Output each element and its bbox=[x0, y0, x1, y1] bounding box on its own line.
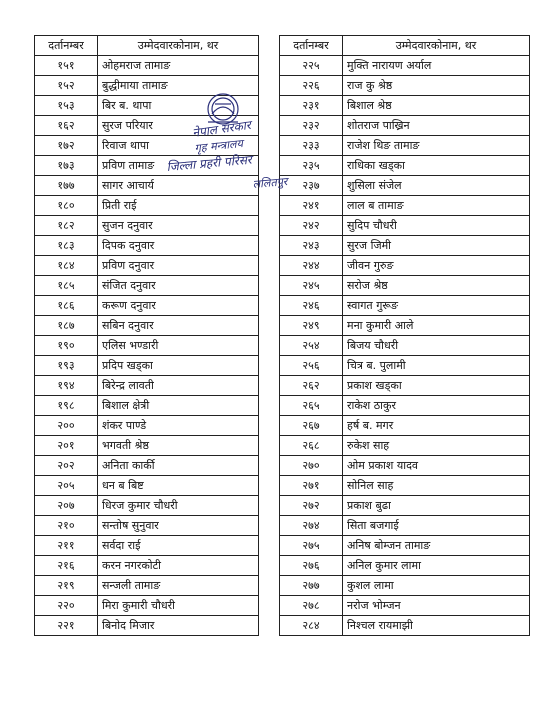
candidate-name: नरोज भोम्जन bbox=[343, 596, 530, 616]
stamp-text-line3: जिल्ला प्रहरी परिसर bbox=[166, 152, 253, 174]
official-stamp bbox=[165, 92, 345, 192]
registration-number: २४१ bbox=[280, 196, 343, 216]
table-row bbox=[280, 516, 530, 536]
candidate-name: प्रदिप खड्का bbox=[98, 356, 259, 376]
table-row bbox=[280, 356, 530, 376]
table-row bbox=[280, 56, 530, 76]
registration-number: २३१ bbox=[280, 96, 343, 116]
candidate-name: मना कुमारी आले bbox=[343, 316, 530, 336]
registration-number: २०० bbox=[35, 416, 98, 436]
registration-number: २७४ bbox=[280, 516, 343, 536]
registration-number: २४९ bbox=[280, 316, 343, 336]
candidate-name: सबिन दनुवार bbox=[98, 316, 259, 336]
table-row bbox=[280, 436, 530, 456]
registration-number: २३३ bbox=[280, 136, 343, 156]
table-row bbox=[35, 516, 259, 536]
candidate-name: बिनोद मिजार bbox=[98, 616, 259, 636]
table-row bbox=[35, 616, 259, 636]
registration-number: २३५ bbox=[280, 156, 343, 176]
candidate-name: सुजन दनुवार bbox=[98, 216, 259, 236]
candidate-name: प्रविण दनुवार bbox=[98, 256, 259, 276]
table-row bbox=[280, 536, 530, 556]
candidate-name: सोनिल साह bbox=[343, 476, 530, 496]
registration-number: २८४ bbox=[280, 616, 343, 636]
table-row bbox=[280, 196, 530, 216]
registration-number: १७३ bbox=[35, 156, 98, 176]
candidate-name: बिरेन्द्र लावती bbox=[98, 376, 259, 396]
stamp-text-line4: ललितपुर bbox=[252, 175, 288, 191]
table-row bbox=[35, 256, 259, 276]
table-row bbox=[35, 456, 259, 476]
table-row bbox=[35, 536, 259, 556]
table-row bbox=[280, 456, 530, 476]
registration-number: १५१ bbox=[35, 56, 98, 76]
candidate-name: प्रविण तामाङ bbox=[98, 156, 259, 176]
registration-number: २३७ bbox=[280, 176, 343, 196]
candidate-name: भगवती श्रेष्ठ bbox=[98, 436, 259, 456]
candidate-name: राज कु श्रेष्ठ bbox=[343, 76, 530, 96]
candidate-name: प्रिती राई bbox=[98, 196, 259, 216]
table-row bbox=[280, 276, 530, 296]
table-row bbox=[35, 416, 259, 436]
registration-number: १७७ bbox=[35, 176, 98, 196]
table-row bbox=[280, 236, 530, 256]
registration-number: २७५ bbox=[280, 536, 343, 556]
registration-number: २७२ bbox=[280, 496, 343, 516]
registration-number: २६२ bbox=[280, 376, 343, 396]
registration-number: २४६ bbox=[280, 296, 343, 316]
candidate-name: ओहमराज तामाङ bbox=[98, 56, 259, 76]
table-row bbox=[280, 216, 530, 236]
registration-number: २६५ bbox=[280, 396, 343, 416]
table-row bbox=[280, 396, 530, 416]
candidate-name: सिता बजगाई bbox=[343, 516, 530, 536]
header-registration-number: दर्तानम्बर bbox=[35, 36, 98, 56]
registration-number: २५४ bbox=[280, 336, 343, 356]
table-row bbox=[35, 496, 259, 516]
candidate-name: ओम प्रकाश यादव bbox=[343, 456, 530, 476]
candidate-name: प्रकाश खड्का bbox=[343, 376, 530, 396]
candidate-name: राधिका खड्का bbox=[343, 156, 530, 176]
candidate-name: लाल ब तामाङ bbox=[343, 196, 530, 216]
candidate-name: करूण दनुवार bbox=[98, 296, 259, 316]
registration-number: १८२ bbox=[35, 216, 98, 236]
table-row bbox=[35, 396, 259, 416]
table-row bbox=[280, 596, 530, 616]
table-row bbox=[35, 316, 259, 336]
table-row bbox=[35, 296, 259, 316]
registration-number: २२१ bbox=[35, 616, 98, 636]
table-row bbox=[280, 256, 530, 276]
registration-number: २२६ bbox=[280, 76, 343, 96]
table-row bbox=[35, 276, 259, 296]
candidate-name: रुकेश साह bbox=[343, 436, 530, 456]
registration-number: २४५ bbox=[280, 276, 343, 296]
table-row bbox=[35, 236, 259, 256]
registration-number: २०५ bbox=[35, 476, 98, 496]
table-row bbox=[280, 496, 530, 516]
table-header-row bbox=[280, 36, 530, 56]
candidate-name: बिर ब. थापा bbox=[98, 96, 259, 116]
candidate-name: अनिता कार्की bbox=[98, 456, 259, 476]
candidate-name: अनिष बोम्जन तामाङ bbox=[343, 536, 530, 556]
registration-number: २६८ bbox=[280, 436, 343, 456]
candidate-name: बुद्धीमाया तामाङ bbox=[98, 76, 259, 96]
candidate-name: सागर आचार्य bbox=[98, 176, 259, 196]
candidate-name: धिरज कुमार चौधरी bbox=[98, 496, 259, 516]
table-row bbox=[35, 436, 259, 456]
registration-number: १८५ bbox=[35, 276, 98, 296]
registration-number: २२५ bbox=[280, 56, 343, 76]
registration-number: २७१ bbox=[280, 476, 343, 496]
registration-number: २११ bbox=[35, 536, 98, 556]
table-row bbox=[280, 616, 530, 636]
candidate-name: दिपक दनुवार bbox=[98, 236, 259, 256]
registration-number: १८३ bbox=[35, 236, 98, 256]
table-row bbox=[280, 576, 530, 596]
candidate-name: स्वागत गुरूङ bbox=[343, 296, 530, 316]
registration-number: २१९ bbox=[35, 576, 98, 596]
header-registration-number: दर्तानम्बर bbox=[280, 36, 343, 56]
stamp-text-line1: नेपाल सरकार bbox=[191, 117, 252, 140]
table-row bbox=[280, 316, 530, 336]
registration-number: २३२ bbox=[280, 116, 343, 136]
table-row bbox=[35, 596, 259, 616]
candidate-name: प्रकाश बुढा bbox=[343, 496, 530, 516]
registration-number: १५३ bbox=[35, 96, 98, 116]
table-row bbox=[35, 196, 259, 216]
candidate-name: शंकर पाण्डे bbox=[98, 416, 259, 436]
table-row bbox=[280, 296, 530, 316]
table-row bbox=[35, 216, 259, 236]
registration-number: १९३ bbox=[35, 356, 98, 376]
header-candidate-name: उम्मेदवारकोनाम, थर bbox=[98, 36, 259, 56]
table-row bbox=[280, 376, 530, 396]
table-row bbox=[280, 336, 530, 356]
registration-number: १८७ bbox=[35, 316, 98, 336]
candidate-name: अनिल कुमार लामा bbox=[343, 556, 530, 576]
registration-number: १५२ bbox=[35, 76, 98, 96]
candidate-name: हर्ष ब. मगर bbox=[343, 416, 530, 436]
registration-number: १८४ bbox=[35, 256, 98, 276]
registration-number: २४४ bbox=[280, 256, 343, 276]
candidate-name: बिजय चौधरी bbox=[343, 336, 530, 356]
table-row bbox=[35, 376, 259, 396]
registration-number: १९८ bbox=[35, 396, 98, 416]
registration-number: २२० bbox=[35, 596, 98, 616]
table-row bbox=[35, 476, 259, 496]
candidate-name: बिशाल श्रेष्ठ bbox=[343, 96, 530, 116]
table-row bbox=[35, 356, 259, 376]
candidate-name: मुक्ति नारायण अर्याल bbox=[343, 56, 530, 76]
candidate-name: करन नगरकोटी bbox=[98, 556, 259, 576]
candidate-name: शोतराज पाख्रिन bbox=[343, 116, 530, 136]
candidate-name: शुसिला संजेल bbox=[343, 176, 530, 196]
candidate-name: सरोज श्रेष्ठ bbox=[343, 276, 530, 296]
registration-number: १९४ bbox=[35, 376, 98, 396]
registration-number: २०१ bbox=[35, 436, 98, 456]
registration-number: २१६ bbox=[35, 556, 98, 576]
registration-number: १८० bbox=[35, 196, 98, 216]
header-candidate-name: उम्मेदवारकोनाम, थर bbox=[343, 36, 530, 56]
candidate-name: सर्वदा राई bbox=[98, 536, 259, 556]
stamp-text-line2: गृह मन्त्रालय bbox=[193, 136, 244, 155]
table-header-row bbox=[35, 36, 259, 56]
registration-number: २७६ bbox=[280, 556, 343, 576]
candidate-name: सुरज जिमी bbox=[343, 236, 530, 256]
candidate-name: धन ब बिष्ट bbox=[98, 476, 259, 496]
candidate-name: राकेश ठाकुर bbox=[343, 396, 530, 416]
table-row bbox=[35, 556, 259, 576]
candidate-name: रिवाज थापा bbox=[98, 136, 259, 156]
candidate-name: जीवन गुरुङ bbox=[343, 256, 530, 276]
registration-number: १६२ bbox=[35, 116, 98, 136]
table-row bbox=[35, 56, 259, 76]
registration-number: २५६ bbox=[280, 356, 343, 376]
table-row bbox=[35, 336, 259, 356]
registration-number: २०२ bbox=[35, 456, 98, 476]
registration-number: २६७ bbox=[280, 416, 343, 436]
registration-number: २४३ bbox=[280, 236, 343, 256]
registration-number: २७७ bbox=[280, 576, 343, 596]
candidate-name: राजेश थिङ तामाङ bbox=[343, 136, 530, 156]
table-row bbox=[280, 556, 530, 576]
candidate-name: संजित दनुवार bbox=[98, 276, 259, 296]
registration-number: २१० bbox=[35, 516, 98, 536]
candidate-name: एलिस भण्डारी bbox=[98, 336, 259, 356]
registration-number: २४२ bbox=[280, 216, 343, 236]
candidate-name: बिशाल क्षेत्री bbox=[98, 396, 259, 416]
registration-number: १९० bbox=[35, 336, 98, 356]
candidate-name: सुदिप चौधरी bbox=[343, 216, 530, 236]
candidate-name: सुरज परियार bbox=[98, 116, 259, 136]
registration-number: २०७ bbox=[35, 496, 98, 516]
registration-number: १८६ bbox=[35, 296, 98, 316]
registration-number: २७८ bbox=[280, 596, 343, 616]
candidate-name: सन्जली तामाङ bbox=[98, 576, 259, 596]
candidate-name: सन्तोष सुनुवार bbox=[98, 516, 259, 536]
candidate-name: निश्चल रायमाझी bbox=[343, 616, 530, 636]
candidate-name: चित्र ब. पुलामी bbox=[343, 356, 530, 376]
registration-number: १७२ bbox=[35, 136, 98, 156]
table-row bbox=[35, 576, 259, 596]
table-row bbox=[280, 476, 530, 496]
table-row bbox=[280, 416, 530, 436]
candidate-name: मिरा कुमारी चौधरी bbox=[98, 596, 259, 616]
candidate-name: कुशल लामा bbox=[343, 576, 530, 596]
registration-number: २७० bbox=[280, 456, 343, 476]
